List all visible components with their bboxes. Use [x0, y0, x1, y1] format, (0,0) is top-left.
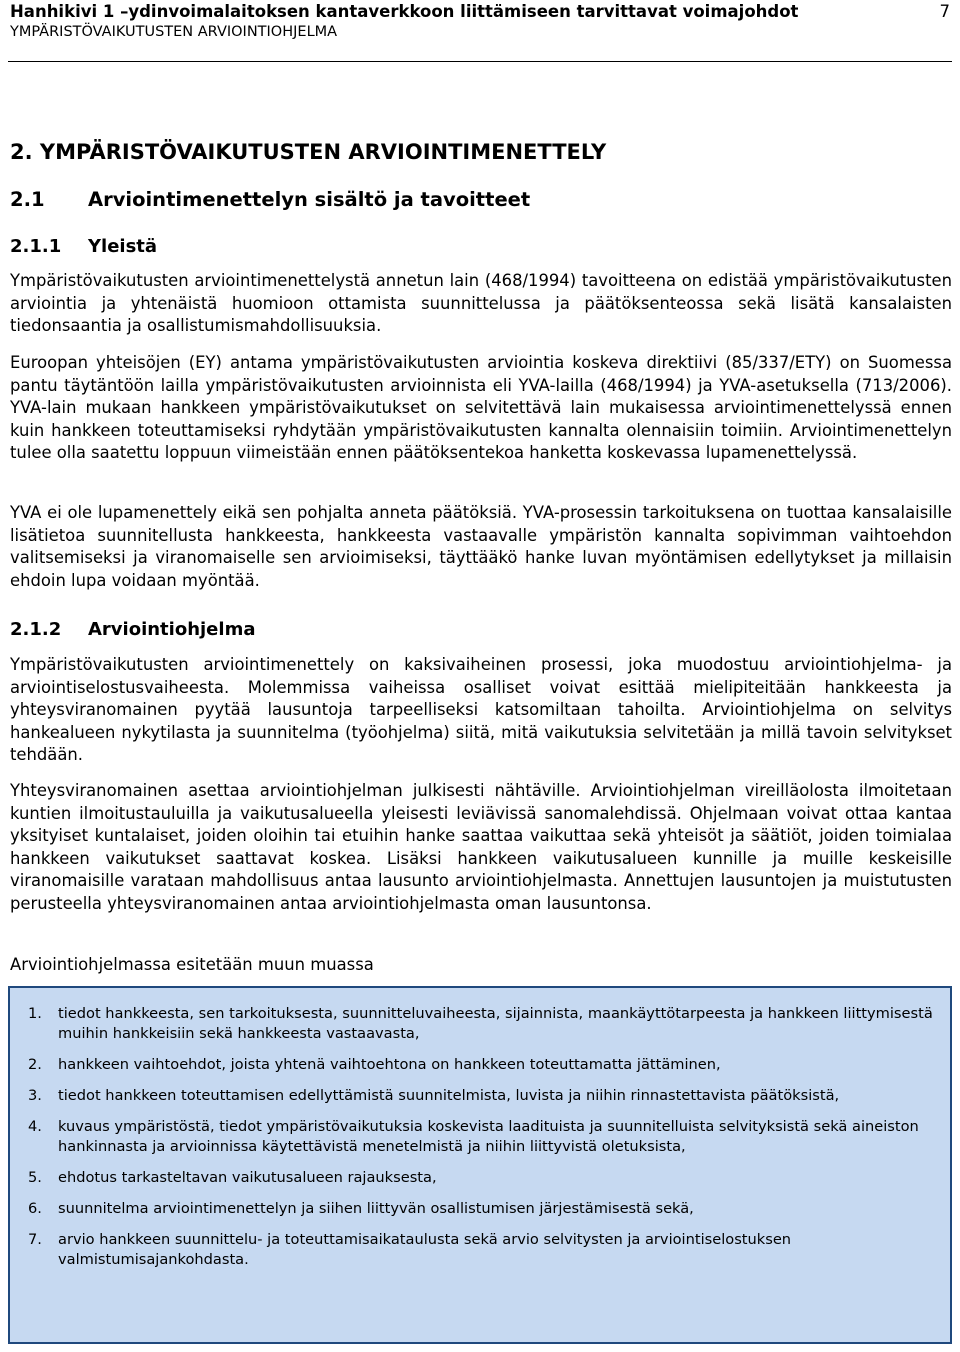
- paragraph: YVA ei ole lupamenettely eikä sen pohjalta anneta päätöksiä. YVA-prosessin tarkoituksena on tuottaa kansalaisille lisätietoa suunnitellusta hankkeesta, hankkeesta vastaavalle ympäristön kannalta sopivimman vaihtoehdon valitsemiseksi ja viranomaiselle sen arvioimiseksi, täyttääkö hanke luvan myöntämisen edellytykset ja millaisin ehdoin lupa voidaan myöntää.: [10, 503, 952, 590]
- list-item-number: 1.: [28, 1005, 42, 1022]
- list-item: [28, 1168, 944, 1188]
- list-item-text: kuvaus ympäristöstä, tiedot ympäristövaikutuksia koskevista laadituista ja suunnitelluista selvityksistä sekä aineiston hankinnasta ja arvioinnissa käytettävistä menetelmistä ja niihin liittyvistä oletuksista,: [58, 1118, 919, 1155]
- section-number: 2.1: [10, 188, 45, 211]
- section-heading-2-1-1: [10, 234, 157, 260]
- list-item-text: tiedot hankkeesta, sen tarkoituksesta, suunnitteluvaiheesta, sijainnista, maankäyttötarpeesta ja hankkeen liittymisestä muihin hankkeisiin sekä hankkeesta vastaavasta,: [58, 1005, 933, 1042]
- list-item-number: 3.: [28, 1087, 42, 1104]
- section-heading-2-1: [10, 186, 530, 214]
- list-item-number: 2.: [28, 1056, 42, 1073]
- list-item-text: tiedot hankkeen toteuttamisen edellyttämistä suunnitelmista, luvista ja niihin rinnastettavista päätöksistä,: [58, 1087, 840, 1104]
- list-item-number: 5.: [28, 1169, 42, 1186]
- list-item-number: 7.: [28, 1231, 42, 1248]
- paragraph: Ympäristövaikutusten arviointimenettely on kaksivaiheinen prosessi, joka muodostuu arviointiohjelma- ja arviointiselostusvaiheesta. Molemmissa vaiheissa osalliset voivat esittää mielipiteitään hankkeesta ja yhteysviranomainen pyytää lausuntoja tarpeelliseksi katsomiltaan tahoilta. Arviointiohjelma on selvitys hankealueen nykytilasta ja suunnitelma (työohjelma) siitä, mitä vaikutuksia selvitetään ja millä tavoin selvitykset tehdään.: [10, 655, 952, 764]
- list-item-text: hankkeen vaihtoehdot, joista yhtenä vaihtoehtona on hankkeen toteuttamatta jättäminen,: [58, 1056, 721, 1073]
- header-subtitle: YMPÄRISTÖVAIKUTUSTEN ARVIOINTIOHJELMA: [10, 24, 338, 40]
- chapter-heading: [10, 138, 606, 166]
- list-item-text: arvio hankkeen suunnittelu- ja toteuttamisaikataulusta sekä arvio selvitysten ja arviointiselostuksen valmistumisajankohdasta.: [58, 1231, 792, 1268]
- list-item: [28, 1004, 944, 1044]
- list-item: [28, 1117, 944, 1157]
- section-number: 2.1.2: [10, 619, 62, 640]
- paragraph: Euroopan yhteisöjen (EY) antama ympäristövaikutusten arviointia koskeva direktiivi (85/337/ETY) on Suomessa pantu täytäntöön lailla ympäristövaikutusten arvioinnista eli YVA-lailla (468/1994) ja YVA-asetuksella (713/2006). YVA-lain mukaan hankkeen ympäristövaikutukset on selvitettävä lain mukaisessa arviointimenettelyssä ennen kuin hankkeen toteuttamiseksi ryhdytään ympäristövaikutusten kannalta olennaisiin toimiin. Arviointimenettelyn tulee olla saatettu loppuun viimeistään ennen päätöksentekoa hanketta koskevassa lupamenettelyssä.: [10, 353, 952, 462]
- section-heading-2-1-2: [10, 617, 255, 643]
- chapter-number: 2.: [10, 140, 33, 164]
- list-item-number: 6.: [28, 1200, 42, 1217]
- list-item: [28, 1199, 944, 1219]
- paragraph: Yhteysviranomainen asettaa arviointiohjelman julkisesti nähtäville. Arviointiohjelman vireilläolosta ilmoitetaan kuntien ilmoitustauluilla ja vaikutusalueella yleisesti leviävissä sanomalehdissä. Ohjelmaan voivat ottaa kantaa yksityiset kuntalaiset, joiden oloihin tai etuihin hanke saattaa vaikuttaa sekä yhteisöt ja säätiöt, joiden toimialaa hankkeen vaikutukset saattavat koskea. Lisäksi hankkeen vaikutusalueen kunnille ja muille keskeisille viranomaisille varataan mahdollisuus antaa lausunto arviointiohjelmasta. Annettujen lausuntojen ja muistutusten perusteella yhteysviranomainen antaa arviointiohjelmasta oman lausuntonsa.: [10, 781, 952, 913]
- header-divider: [8, 61, 952, 62]
- paragraph: Ympäristövaikutusten arviointimenettelystä annetun lain (468/1994) tavoitteena on edistää ympäristövaikutusten arviointia ja yhtenäistä huomioon ottamista suunnittelussa ja päätöksenteossa sekä lisätä kansalaisten tiedonsaantia ja osallistumismahdollisuuksia.: [10, 271, 952, 335]
- section-title: Yleistä: [88, 236, 158, 257]
- chapter-title: YMPÄRISTÖVAIKUTUSTEN ARVIOINTIMENETTELY: [39, 140, 607, 164]
- list-item-text: ehdotus tarkasteltavan vaikutusalueen rajauksesta,: [58, 1169, 437, 1186]
- list-item: [28, 1055, 944, 1075]
- header-title: Hanhikivi 1 –ydinvoimalaitoksen kantaverkkoon liittämiseen tarvittavat voimajohdot: [10, 2, 799, 21]
- page-header: [8, 0, 952, 64]
- content-list: [28, 1004, 944, 1281]
- section-title: Arviointimenettelyn sisältö ja tavoitteet: [88, 188, 531, 211]
- content-list-box: [8, 986, 952, 1344]
- list-item: [28, 1086, 944, 1106]
- paragraph: Arviointiohjelmassa esitetään muun muassa: [10, 955, 374, 974]
- page-number: 7: [939, 2, 950, 21]
- section-title: Arviointiohjelma: [88, 619, 256, 640]
- list-item-number: 4.: [28, 1118, 42, 1135]
- section-number: 2.1.1: [10, 236, 62, 257]
- list-item: [28, 1230, 944, 1270]
- list-item-text: suunnitelma arviointimenettelyn ja siihen liittyvän osallistumisen järjestämisestä sekä,: [58, 1200, 694, 1217]
